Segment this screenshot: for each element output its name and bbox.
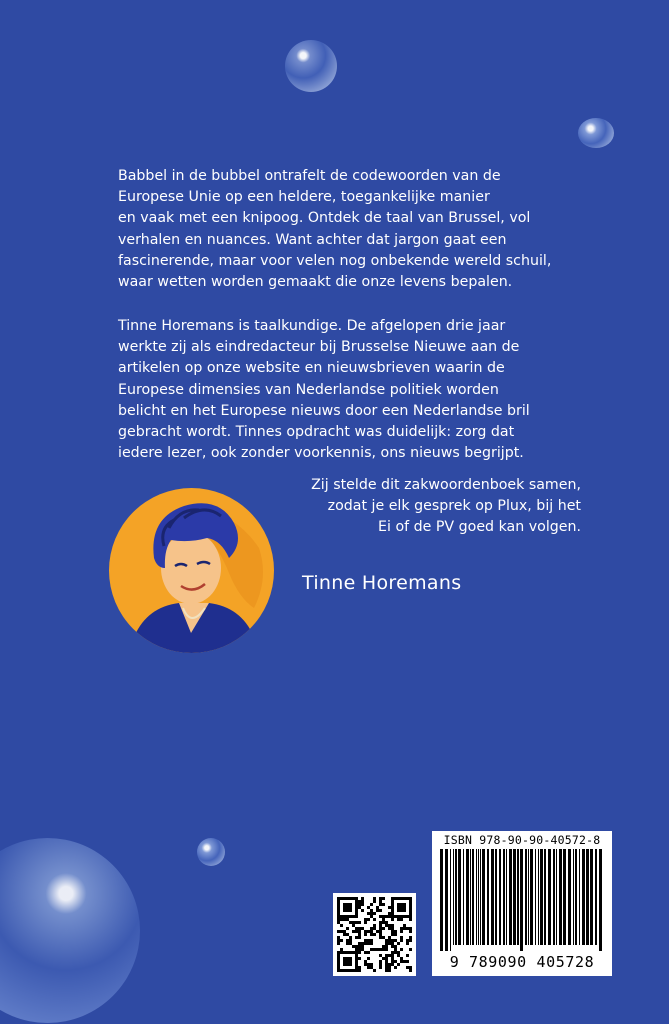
bio-line: Tinne Horemans is taalkundige. De afgelopen drie jaar <box>118 318 506 334</box>
bio-line: zodat je elk gesprek op Plux, bij het <box>327 498 581 515</box>
bio-line: gebracht wordt. Tinnes opdracht was duidelijk: zorg dat <box>118 424 515 441</box>
isbn-digits: 9 789090 405728 <box>449 953 595 971</box>
isbn-barcode <box>432 831 612 976</box>
bio-line: werkte zij als eindredacteur bij Brusselse Nieuwe aan de <box>118 339 520 356</box>
bubble-decoration <box>578 118 614 148</box>
blurb-line: en vaak met een knipoog. Ontdek de taal van Brussel, vol <box>118 210 531 227</box>
bio-line: Europese dimensies van Nederlandse politiek worden <box>118 381 499 398</box>
author-bio <box>118 316 588 464</box>
blurb-line: Europese Unie op een heldere, toegankelijke manier <box>118 189 490 206</box>
blurb-line: fascinerende, maar voor velen nog onbekende wereld schuil, <box>118 252 552 269</box>
bio-line: iedere lezer, ook zonder voorkennis, ons nieuws begrijpt. <box>118 445 524 462</box>
bubble-decoration <box>285 40 337 92</box>
bio-line: Ei of de PV goed kan volgen. <box>378 519 581 536</box>
bubble-decoration <box>197 838 225 866</box>
qr-code <box>333 893 416 976</box>
large-bubble-decoration <box>0 838 140 1023</box>
blurb-line: Babbel in de bubbel ontrafelt de codewoorden van de <box>118 168 501 184</box>
isbn-label: ISBN 978-90-90-40572-8 <box>443 833 601 847</box>
bio-line: belicht en het Europese nieuws door een Nederlandse bril <box>118 402 530 419</box>
bio-line: artikelen op onze website en nieuwsbrieven waarin de <box>118 360 505 377</box>
blurb-line: waar wetten worden gemaakt die onze levens bepalen. <box>118 274 513 291</box>
book-blurb <box>118 166 588 293</box>
author-bio-continued <box>281 475 581 539</box>
author-name: Tinne Horemans <box>302 572 462 594</box>
bio-line: Zij stelde dit zakwoordenboek samen, <box>311 477 581 493</box>
author-portrait <box>109 488 274 653</box>
blurb-line: verhalen en nuances. Want achter dat jargon gaat een <box>118 231 507 248</box>
